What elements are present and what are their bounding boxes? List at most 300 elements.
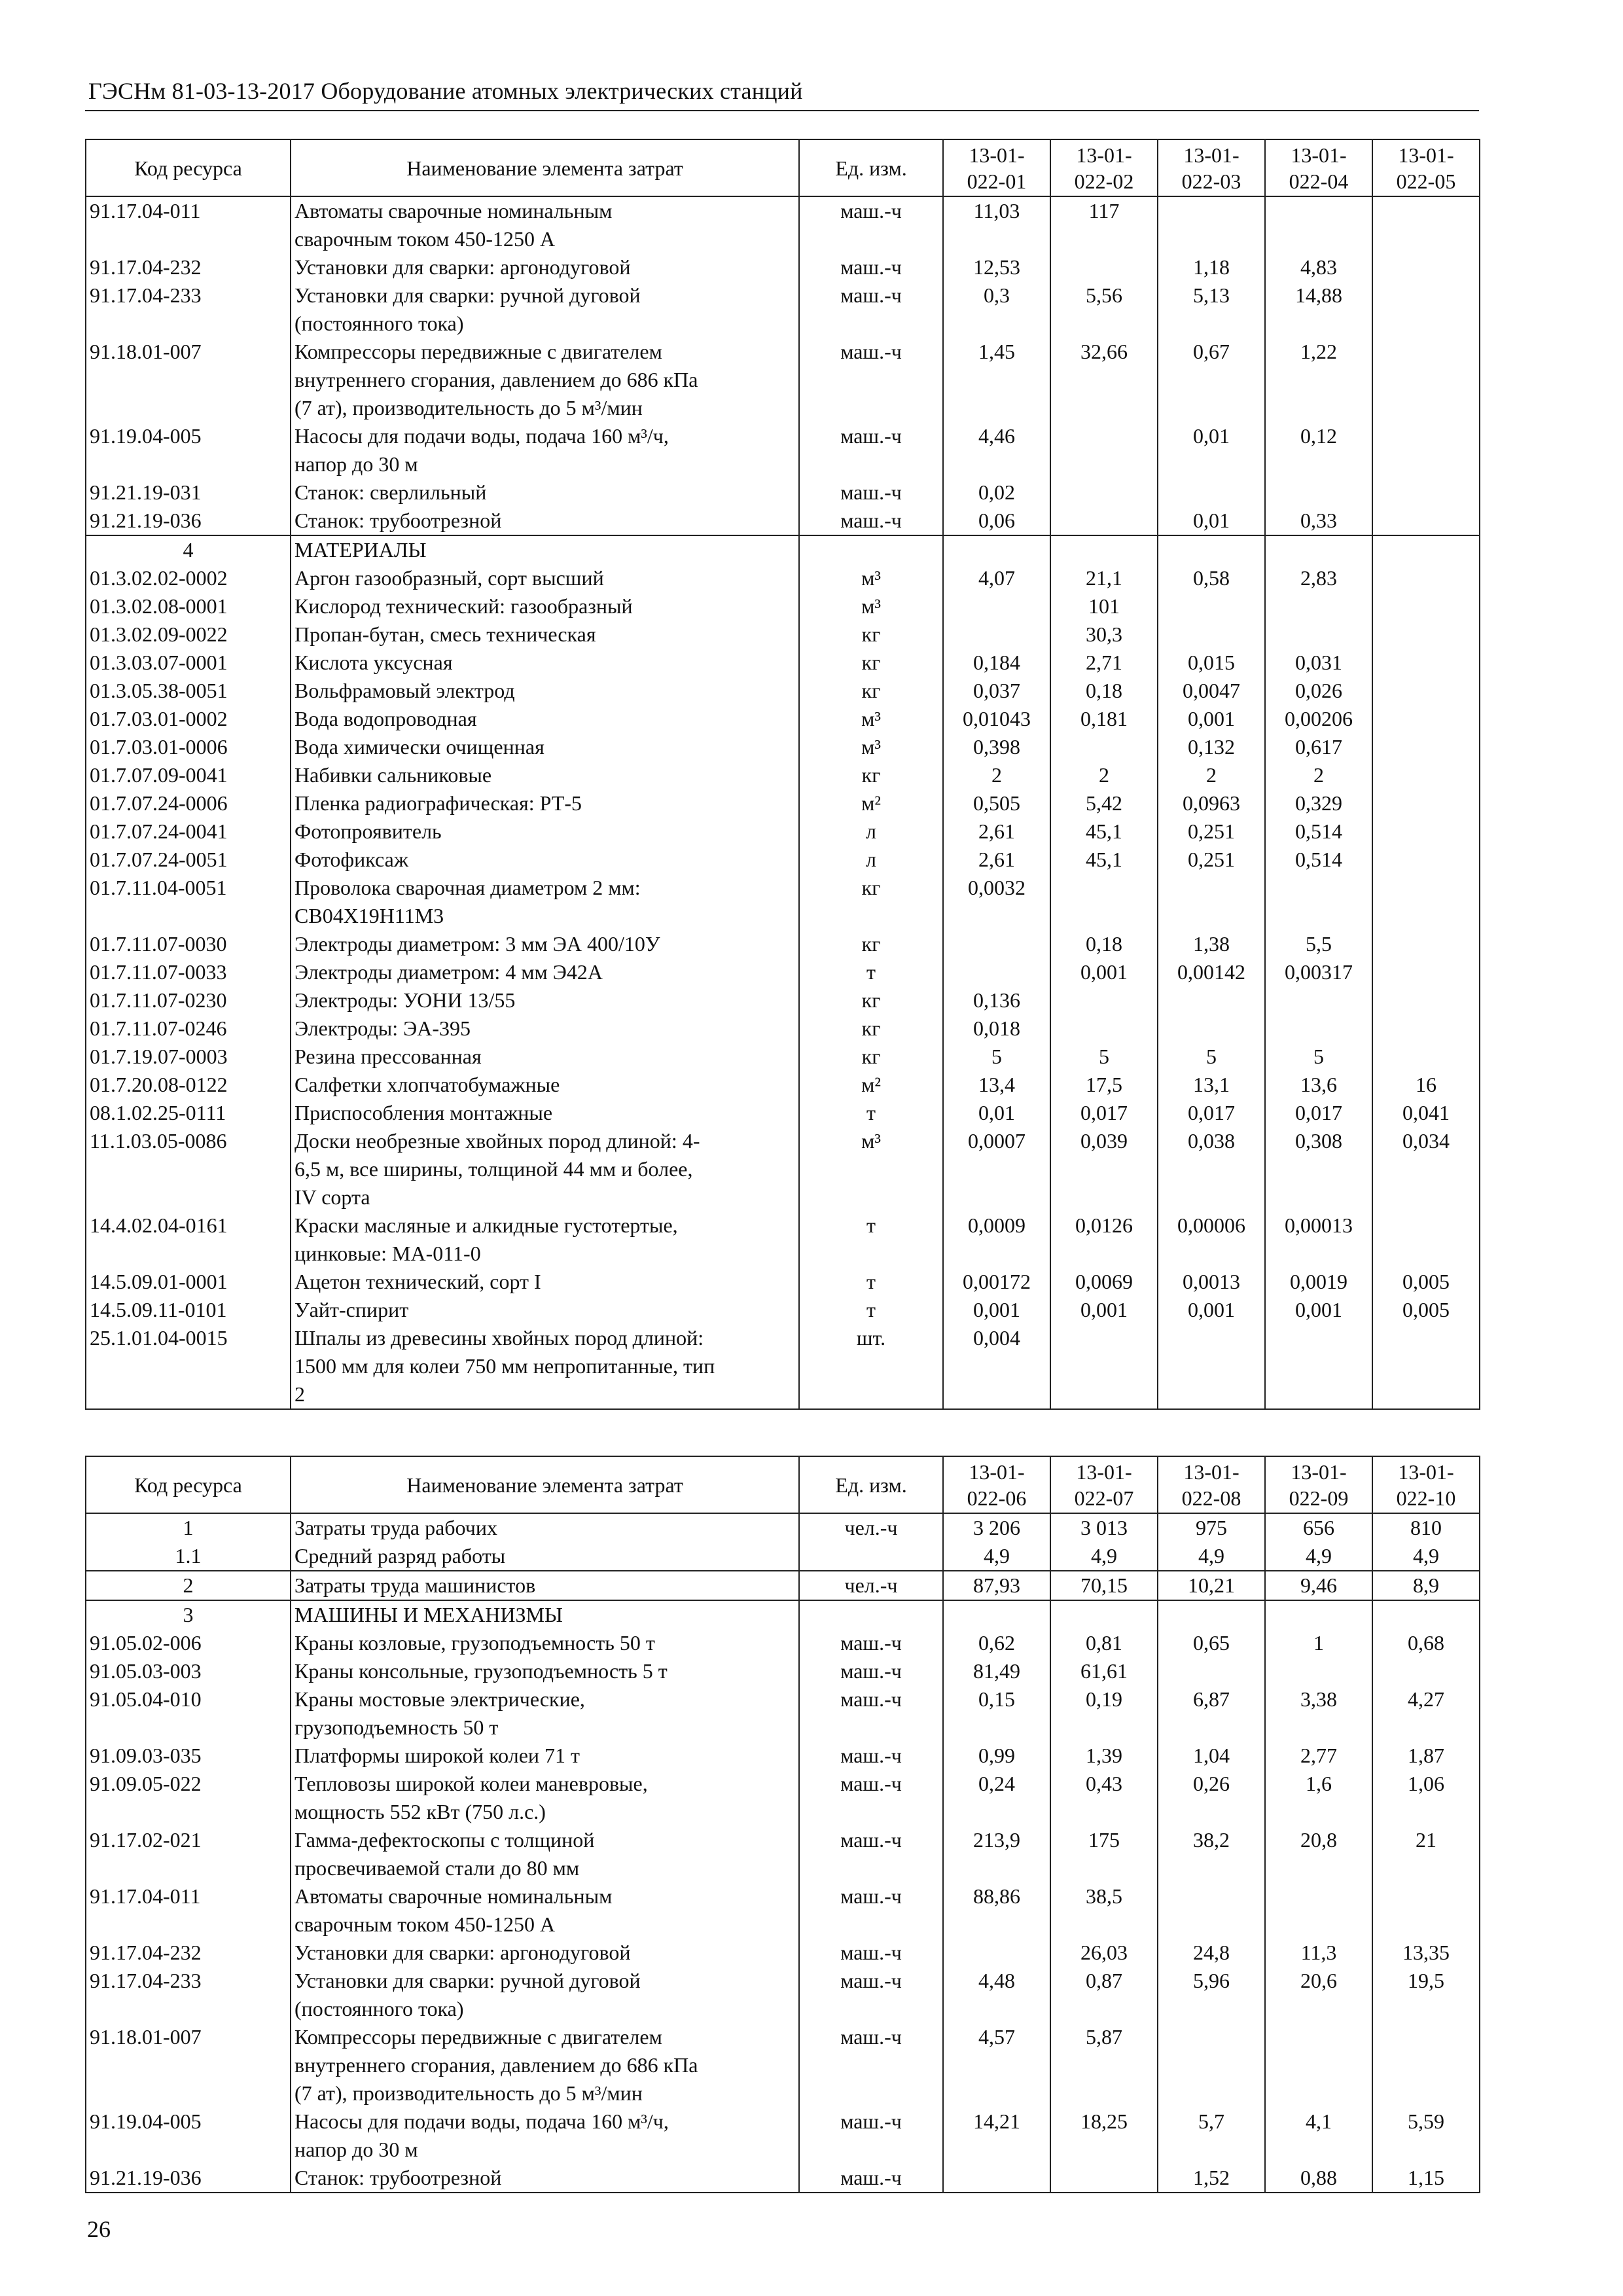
norm-value: 0,01 (1158, 422, 1265, 478)
norm-value: 1 (1265, 1629, 1372, 1657)
table-row (86, 1071, 1480, 1099)
table-header-row (86, 139, 1480, 196)
norm-value (1265, 1657, 1372, 1685)
norm-value: 18,25 (1050, 2108, 1158, 2164)
unit-of-measure: т (799, 1099, 943, 1127)
cost-element-name (291, 986, 799, 1014)
norm-value: 5 (1050, 1043, 1158, 1071)
norm-value: 101 (1050, 592, 1158, 620)
unit-of-measure: м³ (799, 592, 943, 620)
norm-value: 0,001 (1050, 958, 1158, 986)
norm-value: 0,24 (943, 1770, 1050, 1826)
norm-value: 2 (1158, 761, 1265, 789)
norm-value (1158, 535, 1265, 564)
norm-value: 0,037 (943, 677, 1050, 705)
table-row (86, 1770, 1480, 1826)
norm-value: 0,005 (1372, 1296, 1480, 1324)
name-line: Шпалы из древесины хвойных пород длиной: (294, 1326, 704, 1350)
norm-value: 0,329 (1265, 789, 1372, 817)
norm-value: 3 206 (943, 1513, 1050, 1542)
norm-value: 0,039 (1050, 1127, 1158, 1211)
header-norm-022-06 (943, 1456, 1050, 1513)
norm-value: 0,001 (1265, 1296, 1372, 1324)
header-norm-022-10 (1372, 1456, 1480, 1513)
cost-element-name (291, 1211, 799, 1268)
norm-value (1050, 1324, 1158, 1409)
unit-of-measure: маш.-ч (799, 1882, 943, 1939)
norm-value (1050, 733, 1158, 761)
name-line: Уайт-спирит (294, 1298, 409, 1321)
norm-value (1265, 535, 1372, 564)
unit-of-measure: маш.-ч (799, 1742, 943, 1770)
table-row (86, 1268, 1480, 1296)
norm-value: 0,0019 (1265, 1268, 1372, 1296)
header-norm-line: 13-01- (1398, 1460, 1454, 1484)
norm-value (1372, 789, 1480, 817)
norm-value: 1,22 (1265, 338, 1372, 422)
name-line: Краны мостовые электрические, (294, 1687, 585, 1711)
resource-code: 91.19.04-005 (86, 2108, 291, 2164)
norm-value (1372, 986, 1480, 1014)
cost-element-name (291, 1657, 799, 1685)
norm-value (943, 592, 1050, 620)
name-line: Пленка радиографическая: РТ-5 (294, 791, 582, 815)
norm-value: 0,0047 (1158, 677, 1265, 705)
cost-element-name (291, 535, 799, 564)
resource-code: 1.1 (86, 1542, 291, 1571)
norm-value: 11,03 (943, 196, 1050, 253)
resource-code: 08.1.02.25-0111 (86, 1099, 291, 1127)
norm-value (1265, 874, 1372, 930)
norm-value: 2,71 (1050, 649, 1158, 677)
cost-element-name (291, 930, 799, 958)
header-norm-line: 022-06 (967, 1486, 1027, 1510)
resource-code: 2 (86, 1571, 291, 1600)
norm-value (1265, 986, 1372, 1014)
norm-value: 0,017 (1265, 1099, 1372, 1127)
norm-value (1372, 677, 1480, 705)
table-row (86, 649, 1480, 677)
unit-of-measure: маш.-ч (799, 1939, 943, 1967)
norm-value (1372, 1014, 1480, 1043)
norm-value: 70,15 (1050, 1571, 1158, 1600)
norm-value (1265, 592, 1372, 620)
norm-value: 61,61 (1050, 1657, 1158, 1685)
header-name: Наименование элемента затрат (291, 139, 799, 196)
table-row (86, 1324, 1480, 1409)
unit-of-measure: маш.-ч (799, 478, 943, 507)
norm-value (943, 1939, 1050, 1967)
table-row (86, 253, 1480, 281)
resource-code: 01.7.03.01-0006 (86, 733, 291, 761)
norm-value: 1,87 (1372, 1742, 1480, 1770)
cost-element-name (291, 2108, 799, 2164)
norm-value: 213,9 (943, 1826, 1050, 1882)
name-line: внутреннего сгорания, давлением до 686 кПа (294, 368, 698, 391)
norm-value (1265, 1600, 1372, 1629)
resource-code: 91.09.03-035 (86, 1742, 291, 1770)
cost-element-name (291, 478, 799, 507)
unit-of-measure: кг (799, 1014, 943, 1043)
unit-of-measure: м³ (799, 733, 943, 761)
name-line: Вода водопроводная (294, 707, 477, 730)
table-row (86, 281, 1480, 338)
table-row (86, 1014, 1480, 1043)
norm-value: 45,1 (1050, 846, 1158, 874)
name-line: Платформы широкой колеи 71 т (294, 1744, 580, 1767)
table-row (86, 705, 1480, 733)
norm-value: 0,136 (943, 986, 1050, 1014)
name-line: 1500 мм для колеи 750 мм непропитанные, тип (294, 1354, 715, 1378)
resource-code: 91.21.19-031 (86, 478, 291, 507)
norm-value: 9,46 (1265, 1571, 1372, 1600)
norm-value (1372, 817, 1480, 846)
resource-code: 1 (86, 1513, 291, 1542)
norm-value: 0,33 (1265, 507, 1372, 535)
norm-value: 21,1 (1050, 564, 1158, 592)
norm-value: 5,59 (1372, 2108, 1480, 2164)
norm-value: 3 013 (1050, 1513, 1158, 1542)
unit-of-measure: кг (799, 874, 943, 930)
norm-value: 38,5 (1050, 1882, 1158, 1939)
resource-code: 01.3.02.09-0022 (86, 620, 291, 649)
cost-element-name (291, 196, 799, 253)
name-line: Установки для сварки: аргонодуговой (294, 1941, 631, 1964)
norm-value: 0,0007 (943, 1127, 1050, 1211)
norm-value: 5 (943, 1043, 1050, 1071)
name-line: Станок: сверлильный (294, 480, 487, 504)
cost-element-name (291, 1268, 799, 1296)
header-norm-line: 022-09 (1289, 1486, 1349, 1510)
header-norm-line: 022-05 (1396, 169, 1456, 193)
norm-value: 0,43 (1050, 1770, 1158, 1826)
unit-of-measure: маш.-ч (799, 2164, 943, 2193)
norm-value: 17,5 (1050, 1071, 1158, 1099)
norm-value: 4,9 (1050, 1542, 1158, 1571)
norm-value (943, 535, 1050, 564)
table-row (86, 874, 1480, 930)
header-norm-line: 13-01- (1183, 1460, 1240, 1484)
norm-value: 2,77 (1265, 1742, 1372, 1770)
norm-value (1050, 986, 1158, 1014)
norm-value: 656 (1265, 1513, 1372, 1542)
cost-element-name (291, 1542, 799, 1571)
resource-code: 01.7.07.24-0041 (86, 817, 291, 846)
resource-code: 14.4.02.04-0161 (86, 1211, 291, 1268)
name-line: напор до 30 м (294, 2138, 418, 2161)
norm-value: 5,42 (1050, 789, 1158, 817)
unit-of-measure: маш.-ч (799, 2023, 943, 2108)
table-row (86, 338, 1480, 422)
norm-value: 0,181 (1050, 705, 1158, 733)
resource-code: 01.7.11.07-0030 (86, 930, 291, 958)
name-line: (постоянного тока) (294, 312, 464, 335)
header-norm-line: 13-01- (969, 143, 1025, 167)
header-norm-line: 022-02 (1074, 169, 1134, 193)
resource-code: 01.7.07.24-0006 (86, 789, 291, 817)
header-norm-line: 022-04 (1289, 169, 1349, 193)
table-row (86, 620, 1480, 649)
name-line: Фотофиксаж (294, 848, 408, 871)
norm-value (1158, 874, 1265, 930)
header-norm-line: 022-08 (1181, 1486, 1241, 1510)
norm-value: 0,004 (943, 1324, 1050, 1409)
norm-value (1265, 620, 1372, 649)
name-line: Компрессоры передвижные с двигателем (294, 340, 662, 363)
cost-element-name (291, 1127, 799, 1211)
norm-value: 14,88 (1265, 281, 1372, 338)
table-row (86, 846, 1480, 874)
cost-element-name (291, 649, 799, 677)
norm-value (1158, 478, 1265, 507)
norm-value: 26,03 (1050, 1939, 1158, 1967)
norm-value: 4,07 (943, 564, 1050, 592)
norm-value: 0,251 (1158, 846, 1265, 874)
header-norm-line: 022-10 (1396, 1486, 1456, 1510)
norm-value (1050, 478, 1158, 507)
name-line: Резина прессованная (294, 1045, 482, 1068)
norm-value: 0,00317 (1265, 958, 1372, 986)
norm-value: 0,0069 (1050, 1268, 1158, 1296)
norm-value (1050, 253, 1158, 281)
norm-value: 0,505 (943, 789, 1050, 817)
norm-value (1372, 1211, 1480, 1268)
cost-element-name (291, 958, 799, 986)
table-row (86, 564, 1480, 592)
norm-value: 0,034 (1372, 1127, 1480, 1211)
cost-element-name (291, 1967, 799, 2023)
norm-value: 0,00206 (1265, 705, 1372, 733)
name-line: (постоянного тока) (294, 1997, 464, 2020)
name-line: Ацетон технический, сорт I (294, 1270, 541, 1293)
header-norm-022-05 (1372, 139, 1480, 196)
table-row (86, 2108, 1480, 2164)
header-unit: Ед. изм. (799, 139, 943, 196)
norm-value: 0,514 (1265, 817, 1372, 846)
name-line: грузоподъемность 50 т (294, 1715, 499, 1739)
name-line: Доски необрезные хвойных пород длиной: 4- (294, 1129, 700, 1153)
resource-code: 3 (86, 1600, 291, 1629)
name-line: Приспособления монтажные (294, 1101, 553, 1124)
resource-code: 14.5.09.01-0001 (86, 1268, 291, 1296)
table-row (86, 1513, 1480, 1542)
unit-of-measure: маш.-ч (799, 1967, 943, 2023)
unit-of-measure: кг (799, 986, 943, 1014)
norm-value (1158, 1600, 1265, 1629)
header-norm-022-01 (943, 139, 1050, 196)
header-norm-022-09 (1265, 1456, 1372, 1513)
cost-element-name (291, 281, 799, 338)
unit-of-measure: маш.-ч (799, 1657, 943, 1685)
norm-value: 11,3 (1265, 1939, 1372, 1967)
name-line: Тепловозы широкой колеи маневровые, (294, 1772, 648, 1795)
norm-value: 12,53 (943, 253, 1050, 281)
unit-of-measure: маш.-ч (799, 507, 943, 535)
norm-value: 0,18 (1050, 930, 1158, 958)
name-line: Электроды диаметром: 3 мм ЭА 400/10У (294, 932, 660, 956)
norm-value (1372, 1600, 1480, 1629)
norm-value: 975 (1158, 1513, 1265, 1542)
cost-element-name (291, 733, 799, 761)
norm-value: 1,52 (1158, 2164, 1265, 2193)
norm-value (943, 1600, 1050, 1629)
norm-value (1158, 986, 1265, 1014)
norm-value (1265, 1324, 1372, 1409)
norm-value: 0,01 (1158, 507, 1265, 535)
header-code: Код ресурса (86, 1456, 291, 1513)
norm-value (1372, 761, 1480, 789)
unit-of-measure (799, 1542, 943, 1571)
name-line: сварочным током 450-1250 А (294, 227, 556, 251)
norm-value: 0,026 (1265, 677, 1372, 705)
norm-value: 0,06 (943, 507, 1050, 535)
norm-value (1158, 1657, 1265, 1685)
norm-value: 0,018 (943, 1014, 1050, 1043)
name-line: Гамма-дефектоскопы с толщиной (294, 1828, 595, 1852)
name-line: (7 ат), производительность до 5 м³/мин (294, 2081, 643, 2105)
name-line: напор до 30 м (294, 452, 418, 476)
table-row (86, 196, 1480, 253)
header-norm-line: 13-01- (1076, 143, 1132, 167)
norm-value (1372, 733, 1480, 761)
norm-value (943, 930, 1050, 958)
table-row (86, 930, 1480, 958)
resource-code: 91.17.04-232 (86, 1939, 291, 1967)
cost-element-name (291, 1014, 799, 1043)
norm-value: 4,9 (1372, 1542, 1480, 1571)
norm-value: 0,001 (943, 1296, 1050, 1324)
norm-value: 0,18 (1050, 677, 1158, 705)
unit-of-measure: м² (799, 789, 943, 817)
resource-code: 01.7.03.01-0002 (86, 705, 291, 733)
table-row (86, 677, 1480, 705)
resource-code: 91.19.04-005 (86, 422, 291, 478)
norm-value: 0,00142 (1158, 958, 1265, 986)
norm-value: 0,87 (1050, 1967, 1158, 2023)
norm-value: 0,031 (1265, 649, 1372, 677)
name-line: IV сорта (294, 1185, 370, 1209)
name-line: просвечиваемой стали до 80 мм (294, 1856, 580, 1880)
table-row (86, 1657, 1480, 1685)
unit-of-measure: маш.-ч (799, 338, 943, 422)
norm-value (1050, 1014, 1158, 1043)
name-line: Насосы для подачи воды, подача 160 м³/ч, (294, 2109, 669, 2133)
norm-value: 20,6 (1265, 1967, 1372, 2023)
unit-of-measure: кг (799, 930, 943, 958)
unit-of-measure: т (799, 1211, 943, 1268)
cost-element-name (291, 1629, 799, 1657)
norm-value (1158, 2023, 1265, 2108)
table-row (86, 817, 1480, 846)
cost-element-name (291, 620, 799, 649)
table-body (86, 1513, 1480, 2193)
norm-value (1372, 196, 1480, 253)
norm-value: 13,1 (1158, 1071, 1265, 1099)
name-line: внутреннего сгорания, давлением до 686 кПа (294, 2053, 698, 2077)
resource-code: 01.3.05.38-0051 (86, 677, 291, 705)
cost-element-name (291, 677, 799, 705)
header-norm-022-08 (1158, 1456, 1265, 1513)
unit-of-measure: кг (799, 677, 943, 705)
resource-code: 01.7.11.07-0246 (86, 1014, 291, 1043)
norm-value (943, 620, 1050, 649)
norm-value: 0,0126 (1050, 1211, 1158, 1268)
unit-of-measure: чел.-ч (799, 1571, 943, 1600)
table-row (86, 733, 1480, 761)
norm-value (1372, 2023, 1480, 2108)
name-line: Кислота уксусная (294, 651, 453, 674)
table-row (86, 1685, 1480, 1742)
norm-value: 0,12 (1265, 422, 1372, 478)
norm-value: 13,35 (1372, 1939, 1480, 1967)
unit-of-measure: т (799, 1268, 943, 1296)
cost-element-name (291, 1826, 799, 1882)
header-rule (85, 110, 1479, 111)
norm-value (1050, 2164, 1158, 2193)
norm-value: 0,01 (943, 1099, 1050, 1127)
norm-value (1372, 422, 1480, 478)
norm-value: 5,7 (1158, 2108, 1265, 2164)
name-line: МАТЕРИАЛЫ (294, 538, 427, 562)
norm-value: 0,58 (1158, 564, 1265, 592)
norm-value: 0,00172 (943, 1268, 1050, 1296)
norm-value (1372, 507, 1480, 535)
unit-of-measure: л (799, 846, 943, 874)
unit-of-measure: маш.-ч (799, 281, 943, 338)
resource-code: 91.17.04-232 (86, 253, 291, 281)
norm-value: 0,15 (943, 1685, 1050, 1742)
unit-of-measure: кг (799, 620, 943, 649)
resource-code: 25.1.01.04-0015 (86, 1324, 291, 1409)
table-row (86, 1629, 1480, 1657)
norm-value: 0,001 (1158, 1296, 1265, 1324)
unit-of-measure: маш.-ч (799, 1629, 943, 1657)
norm-value: 2 (1050, 761, 1158, 789)
section-row (86, 535, 1480, 564)
unit-of-measure: маш.-ч (799, 422, 943, 478)
norm-value: 0,01043 (943, 705, 1050, 733)
norm-value: 0,617 (1265, 733, 1372, 761)
norm-value: 4,1 (1265, 2108, 1372, 2164)
norm-value (1372, 958, 1480, 986)
header-norm-line: 13-01- (1398, 143, 1454, 167)
unit-of-measure: маш.-ч (799, 2108, 943, 2164)
norm-value (1050, 1600, 1158, 1629)
norm-value (1372, 1324, 1480, 1409)
norm-value: 0,184 (943, 649, 1050, 677)
norm-value: 4,83 (1265, 253, 1372, 281)
unit-of-measure (799, 535, 943, 564)
header-norm-line: 13-01- (1183, 143, 1240, 167)
name-line: Кислород технический: газообразный (294, 594, 633, 618)
norm-value: 32,66 (1050, 338, 1158, 422)
norm-value: 0,00013 (1265, 1211, 1372, 1268)
page-number: 26 (87, 2216, 111, 2242)
norm-value: 38,2 (1158, 1826, 1265, 1882)
table-row (86, 1127, 1480, 1211)
norm-value: 2,61 (943, 846, 1050, 874)
norm-value (1372, 564, 1480, 592)
norm-value: 5 (1158, 1043, 1265, 1071)
norm-value: 1,38 (1158, 930, 1265, 958)
unit-of-measure (799, 1600, 943, 1629)
norm-value: 3,38 (1265, 1685, 1372, 1742)
norm-value: 0,132 (1158, 733, 1265, 761)
resource-code: 01.7.11.04-0051 (86, 874, 291, 930)
name-line: Набивки сальниковые (294, 763, 492, 787)
unit-of-measure: шт. (799, 1324, 943, 1409)
norm-value (1372, 592, 1480, 620)
